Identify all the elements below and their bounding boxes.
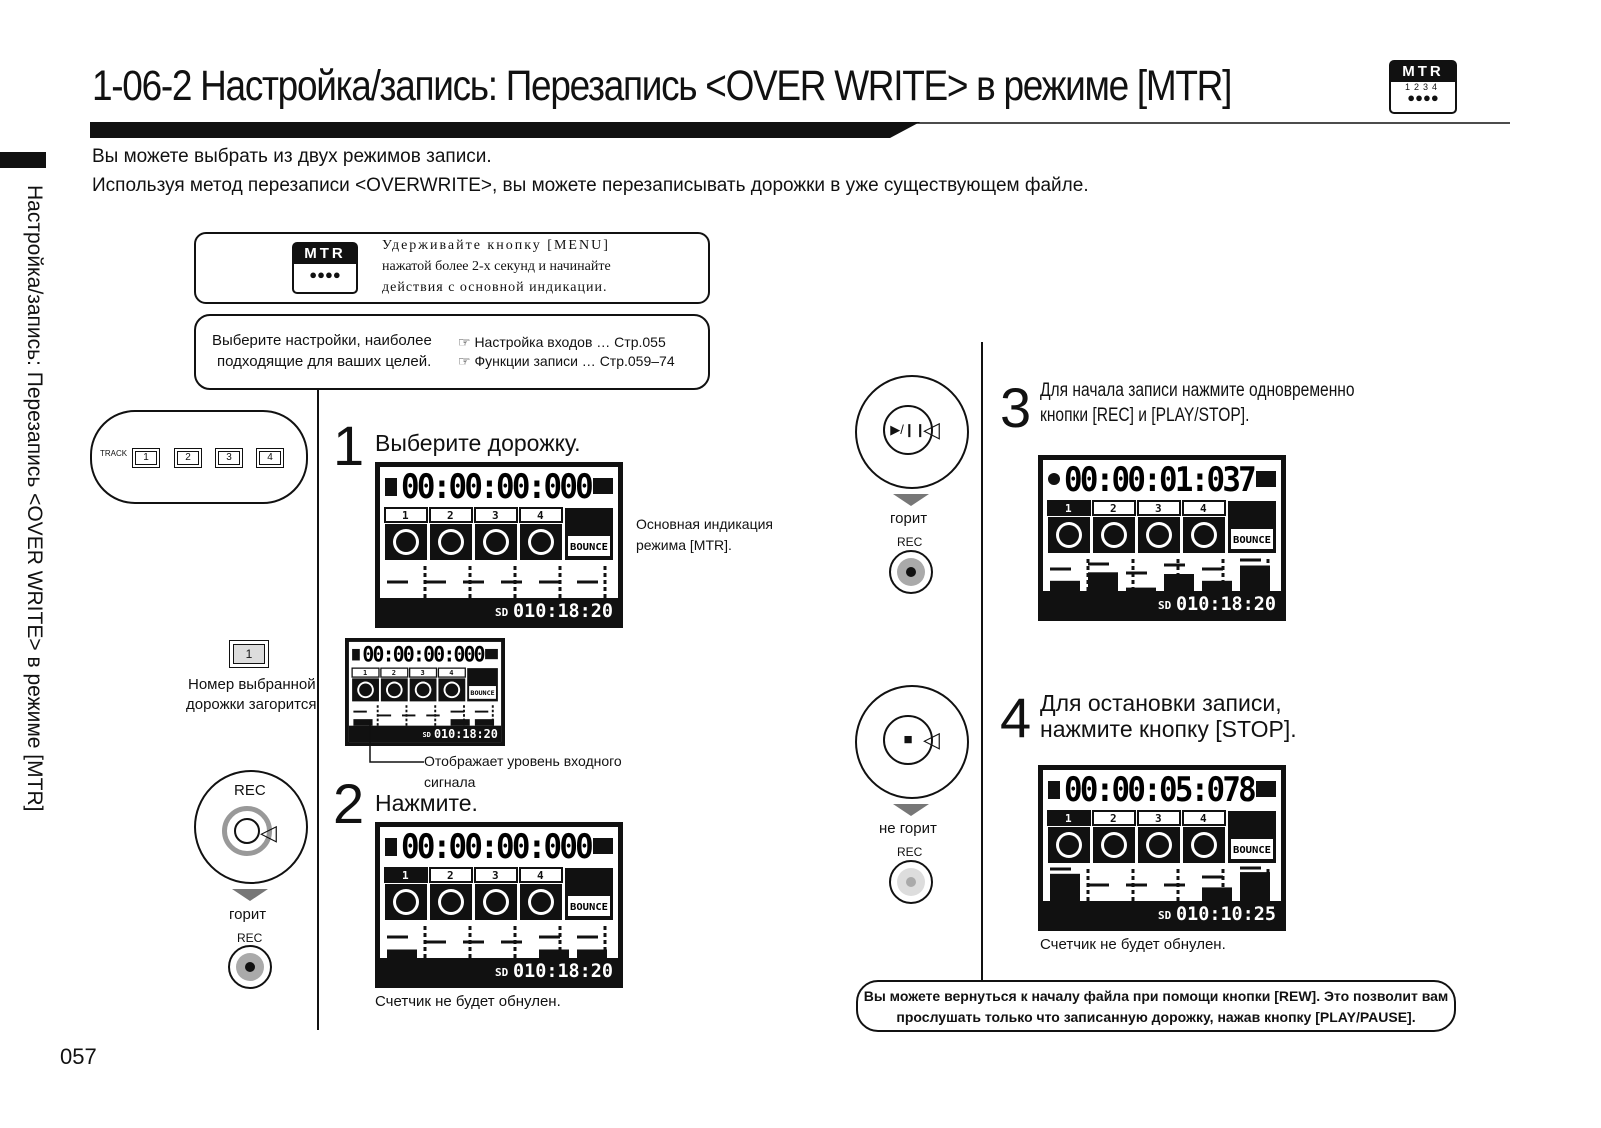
lcd-track-number: 3: [420, 668, 425, 678]
lcd-level-bar: [387, 950, 417, 959]
note-line-1: Вы можете вернуться к началу файла при помощи кнопки [REW]. Это позволит вам: [863, 988, 1449, 1004]
lcd-battery-icon: [1256, 781, 1276, 797]
lcd-track-number: 4: [537, 869, 544, 882]
lcd-track-number: 3: [1155, 502, 1162, 515]
lcd-bounce-label: BOUNCE: [570, 902, 608, 913]
lcd-counter: 010:18:20: [513, 600, 613, 622]
lcd-status-square: [352, 649, 360, 661]
lcd-track-number: 4: [449, 668, 454, 678]
settings-text-1: Выберите настройки, наиболее: [212, 332, 432, 349]
lcd-track-knob-inner: [1194, 835, 1214, 855]
level-caption-1: Отображает уровень входного: [424, 753, 622, 769]
track-button-2[interactable]: 2: [174, 448, 202, 468]
selected-track-button[interactable]: 1: [229, 640, 269, 668]
step-4-number: 4: [1000, 686, 1032, 749]
selected-track-caption-2: дорожки загорится: [186, 696, 317, 713]
arrow-down-icon: [232, 889, 268, 901]
lcd-level-bar: [1202, 581, 1232, 591]
step-2-caption: Счетчик не будет обнулен.: [375, 993, 561, 1010]
menu-text-1: Удерживайте кнопку [MENU]: [382, 238, 610, 253]
lcd-time: 00:00:05:078: [1064, 770, 1256, 810]
lcd-battery-icon: [485, 649, 498, 659]
page-title: 1-06-2 Настройка/запись: Перезапись <OVER WRITE> в режиме [MTR]: [92, 62, 1232, 110]
lcd-battery-icon: [1256, 471, 1276, 487]
lcd-track-knob-inner: [441, 892, 461, 912]
hand-pointer-icon: ◁: [923, 417, 940, 442]
lcd-battery-icon: [593, 478, 613, 494]
page-number: 057: [60, 1044, 97, 1069]
lcd-time: 00:00:01:037: [1064, 460, 1255, 500]
lcd-track-number: 1: [402, 509, 409, 522]
track-button-4[interactable]: 4: [256, 448, 284, 468]
intro-line-2: Используя метод перезаписи <OVERWRITE>, вы можете перезаписывать дорожки в уже существующем файле.: [92, 175, 1089, 196]
lcd-sd-icon: SD: [495, 966, 509, 979]
title-underline: [90, 122, 1510, 138]
lcd-track-knob-inner: [388, 683, 401, 696]
badge-tracks-icon: 1234: [1404, 82, 1442, 92]
lcd-track-knob-inner: [359, 683, 372, 696]
lcd-track-number: 2: [1110, 812, 1117, 825]
play-pause-inner: ▶/❙❙: [883, 405, 933, 455]
hand-pointer-icon: ◁: [260, 820, 277, 845]
mtr-mode-badge: MTR 1234 ●●●●: [1389, 60, 1457, 114]
lcd-graphic: [377, 824, 621, 986]
track-panel: [90, 410, 308, 504]
lcd-sd-icon: SD: [422, 730, 431, 740]
left-divider: [317, 388, 319, 1030]
lcd-level-bar: [1202, 887, 1232, 901]
lcd-level-bar: [539, 950, 569, 959]
lcd-graphic: [1040, 767, 1284, 929]
lcd-track-number: 2: [447, 869, 454, 882]
step-2-text: Нажмите.: [375, 790, 478, 816]
lcd-track-number: 2: [391, 668, 396, 678]
lcd-track-knob-inner: [417, 683, 430, 696]
rec-led-label-step3: REC: [897, 535, 923, 549]
lcd-level-bar: [1050, 581, 1080, 591]
step-1-text: Выберите дорожку.: [375, 430, 581, 456]
menu-text-2: нажатой более 2-х секунд и начинайте: [382, 259, 611, 274]
lcd-sd-icon: SD: [1158, 909, 1172, 922]
step-2-number: 2: [333, 772, 365, 835]
lcd-track-knob-inner: [1149, 525, 1169, 545]
rec-led-on: [228, 945, 272, 989]
lcd-level-bar: [1240, 566, 1270, 592]
arrow-down-icon: [893, 494, 929, 506]
play-stop-button[interactable]: [855, 375, 969, 489]
lcd-track-knob-inner: [531, 532, 551, 552]
lcd-track-knob-inner: [486, 892, 506, 912]
badge-knobs-icon: ●●●●: [309, 267, 341, 282]
lcd-graphic: [377, 464, 621, 626]
lcd-level-bar: [1088, 572, 1118, 591]
lcd-track-knob-inner: [486, 532, 506, 552]
lcd-time: 00:00:00:000: [401, 827, 593, 867]
track-panel-label: TRACK: [100, 449, 128, 458]
lcd-level-bar: [475, 719, 494, 726]
lcd-track-knob-inner: [1104, 525, 1124, 545]
lcd-track-knob-inner: [1194, 525, 1214, 545]
lcd-track-number: 2: [1110, 502, 1117, 515]
menu-instruction-box: [194, 232, 710, 304]
lcd-status-square: [1048, 781, 1060, 799]
lcd-level-bar: [577, 950, 607, 959]
rec-button[interactable]: REC ◁: [194, 770, 308, 884]
ref-record-functions-link[interactable]: ☞ Функции записи … Стр.059–74: [458, 353, 675, 369]
lcd-level-bar: [1164, 574, 1194, 591]
stop-button[interactable]: [855, 685, 969, 799]
settings-box: [194, 314, 710, 390]
lcd-track-number: 1: [1065, 812, 1072, 825]
lcd-counter: 010:18:20: [433, 726, 498, 741]
step-3-number: 3: [1000, 376, 1032, 439]
step-1-number: 1: [333, 414, 365, 477]
lcd-screen-step3: [1038, 455, 1286, 621]
hand-pointer-icon: ◁: [923, 727, 940, 752]
lcd-level-bar: [451, 719, 470, 726]
lcd-bounce-label: BOUNCE: [1233, 535, 1271, 546]
lcd-sd-icon: SD: [1158, 599, 1172, 612]
lcd-sd-icon: SD: [495, 606, 509, 619]
lcd-track-number: 3: [492, 509, 499, 522]
lcd-track-knob-inner: [445, 683, 458, 696]
stop-inner: ■: [883, 715, 933, 765]
lcd-screen-step2: [375, 822, 623, 988]
lcd-counter: 010:18:20: [1176, 593, 1276, 615]
step-4-caption: Счетчик не будет обнулен.: [1040, 936, 1226, 953]
lcd-rec-dot: [1048, 473, 1060, 485]
lcd-battery-icon: [593, 838, 613, 854]
track-button-1[interactable]: 1: [132, 448, 160, 468]
lcd-counter: 010:18:20: [513, 960, 613, 982]
rec-led-on: [889, 550, 933, 594]
step-4-text-1: Для остановки записи,: [1040, 690, 1282, 716]
rec-led-state-step3: горит: [890, 510, 928, 527]
side-tab-marker: [0, 152, 46, 168]
selected-track-caption-1: Номер выбранной: [188, 676, 316, 693]
level-callout-line: [366, 720, 426, 768]
menu-text-3: действия с основной индикации.: [382, 280, 608, 295]
lcd-status-square: [385, 838, 397, 856]
rec-led-label-step4: REC: [897, 845, 923, 859]
lcd-track-number: 3: [492, 869, 499, 882]
badge-knobs-icon: ●●●●: [1407, 90, 1439, 105]
rec-led-state-step4: не горит: [879, 820, 937, 837]
ref-input-settings-link[interactable]: ☞ Настройка входов … Стр.055: [458, 334, 666, 350]
lcd-bounce-label: BOUNCE: [470, 688, 495, 697]
intro-line-1: Вы можете выбрать из двух режимов записи.: [92, 146, 492, 167]
lcd-counter: 010:10:25: [1176, 903, 1276, 925]
lcd-level-bar: [1050, 874, 1080, 901]
lcd-track-knob-inner: [441, 532, 461, 552]
right-divider: [981, 342, 983, 982]
lcd-bounce-label: BOUNCE: [570, 542, 608, 553]
lcd-time: 00:00:00:000: [401, 467, 593, 507]
lcd-level-bar: [1240, 872, 1270, 901]
lcd-track-knob-inner: [1059, 525, 1079, 545]
track-button-3[interactable]: 3: [215, 448, 243, 468]
mtr-mode-badge-small: MTR ●●●●: [292, 242, 358, 294]
lcd-track-number: 4: [1200, 502, 1207, 515]
side-chapter-label: Настройка/запись: Перезапись <OVER WRITE> в режиме [MTR]: [23, 185, 46, 812]
arrow-down-icon: [893, 804, 929, 816]
rew-note-box: [856, 980, 1456, 1032]
step-3-text-1: Для начала записи нажмите одновременно: [1040, 380, 1355, 401]
rec-button-inner: [234, 818, 260, 844]
lcd-track-knob-inner: [1104, 835, 1124, 855]
lcd-screen-step1: [375, 462, 623, 628]
lcd-screen-step4: [1038, 765, 1286, 931]
note-line-2: прослушать только что записанную дорожку, нажав кнопку [PLAY/PAUSE].: [896, 1009, 1416, 1025]
rec-led-state-step2: горит: [229, 906, 267, 923]
lcd-track-knob-inner: [396, 532, 416, 552]
lcd-track-number: 1: [1065, 502, 1072, 515]
settings-text-2: подходящие для ваших целей.: [217, 353, 432, 370]
lcd-status-square: [385, 478, 397, 496]
lcd-track-number: 4: [537, 509, 544, 522]
step-3-text-2: кнопки [REC] и [PLAY/STOP].: [1040, 405, 1250, 426]
lcd-track-number: 1: [402, 869, 409, 882]
level-caption-2: сигнала: [424, 774, 476, 790]
step-1-caption-1: Основная индикация: [636, 516, 774, 532]
lcd-track-number: 1: [362, 668, 368, 678]
lcd-level-bar: [1126, 588, 1156, 591]
lcd-track-knob-inner: [1149, 835, 1169, 855]
lcd-track-knob-inner: [396, 892, 416, 912]
rec-led-off: [889, 860, 933, 904]
lcd-track-number: 3: [1155, 812, 1162, 825]
lcd-track-number: 2: [447, 509, 454, 522]
lcd-time: 00:00:00:000: [362, 642, 485, 668]
step-1-caption-2: режима [MTR].: [636, 537, 732, 553]
step-4-text-2: нажмите кнопку [STOP].: [1040, 716, 1297, 742]
lcd-bounce-label: BOUNCE: [1233, 845, 1271, 856]
lcd-track-knob-inner: [531, 892, 551, 912]
lcd-graphic: [1040, 457, 1284, 619]
lcd-track-number: 4: [1200, 812, 1207, 825]
lcd-track-knob-inner: [1059, 835, 1079, 855]
rec-led-label-step2: REC: [237, 931, 263, 945]
